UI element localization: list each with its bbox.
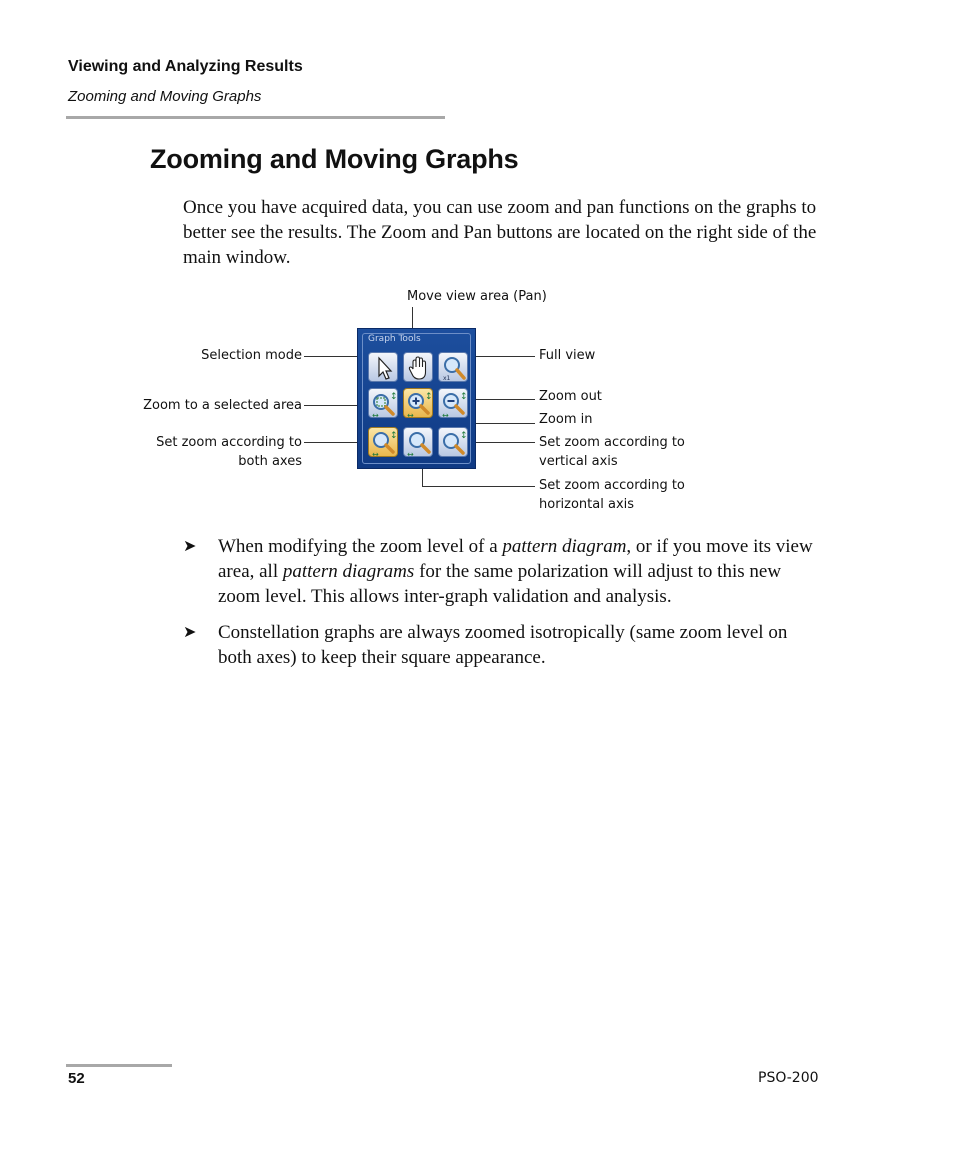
zoom-selected-area-button[interactable] — [368, 388, 398, 418]
magnifier-horizontal-icon — [404, 428, 434, 458]
zoom-in-button[interactable] — [403, 388, 433, 418]
label-vertical-axis-line2: vertical axis — [539, 454, 618, 469]
header-divider — [66, 116, 445, 119]
label-zoom-selected-area: Zoom to a selected area — [143, 398, 302, 413]
callout-line-horizontal-h — [422, 486, 535, 487]
zoom-out-button[interactable] — [438, 388, 468, 418]
chapter-heading: Viewing and Analyzing Results — [68, 58, 303, 75]
selection-mode-button[interactable] — [368, 352, 398, 382]
bullet-item-zoom-pattern — [183, 534, 823, 610]
svg-text:x1: x1 — [443, 375, 451, 382]
magnifier-plus-icon — [404, 389, 434, 419]
label-zoom-in: Zoom in — [539, 412, 593, 427]
full-view-button[interactable] — [438, 352, 468, 382]
svg-text:↕: ↕ — [460, 392, 468, 402]
bullet-text-part: for the same polarization will adjust to this new zoom level. This allows inter-graph validation and analysis. — [218, 561, 782, 607]
product-name: PSO-200 — [758, 1070, 819, 1086]
hand-pan-icon — [404, 353, 434, 383]
bullet-text — [218, 534, 823, 609]
section-subheading: Zooming and Moving Graphs — [68, 88, 262, 105]
magnifier-minus-icon — [439, 389, 469, 419]
bullet-item-constellation — [183, 620, 823, 670]
page-title: Zooming and Moving Graphs — [150, 144, 519, 174]
bullet-text — [218, 620, 823, 670]
svg-text:↔: ↔ — [372, 411, 379, 419]
label-vertical-axis-line1: Set zoom according to — [539, 435, 685, 450]
zoom-horizontal-axis-button[interactable] — [403, 427, 433, 457]
bullet-text-part: , or if you move its view area, all — [218, 536, 813, 582]
magnifier-selection-icon — [369, 389, 399, 419]
graph-tools-panel — [357, 328, 476, 469]
zoom-both-axes-button[interactable] — [368, 427, 398, 457]
magnifier-vertical-icon — [439, 428, 469, 458]
pan-button[interactable] — [403, 352, 433, 382]
svg-text:↔: ↔ — [372, 450, 379, 458]
footer-divider — [66, 1064, 172, 1067]
label-horizontal-axis-line1: Set zoom according to — [539, 478, 685, 493]
magnifier-both-axes-icon — [369, 428, 399, 458]
svg-text:↕: ↕ — [390, 392, 398, 402]
bullet-text-part: Constellation graphs are always zoomed isotropically (same zoom level on both axes) to keep their square appearance. — [218, 622, 788, 668]
svg-text:↔: ↔ — [442, 411, 449, 419]
zoom-vertical-axis-button[interactable] — [438, 427, 468, 457]
intro-paragraph: Once you have acquired data, you can use zoom and pan functions on the graphs to better see the results. The Zoom and Pan buttons are located on the right side of the main window. — [183, 197, 817, 268]
label-pan: Move view area (Pan) — [407, 289, 547, 304]
graph-tools-panel-title: Graph Tools — [368, 334, 421, 344]
svg-text:↕: ↕ — [390, 431, 398, 441]
bullet-text-part: When modifying the zoom level of a — [218, 536, 503, 557]
label-both-axes-line1: Set zoom according to — [156, 435, 302, 450]
bullet-text-part-italic: pattern diagrams — [282, 561, 415, 582]
svg-text:↔: ↔ — [407, 411, 414, 419]
bullet-text-part-italic: pattern diagram — [502, 536, 627, 557]
label-selection-mode: Selection mode — [201, 348, 302, 363]
label-full-view: Full view — [539, 348, 596, 363]
label-horizontal-axis-line2: horizontal axis — [539, 497, 635, 512]
label-zoom-out: Zoom out — [539, 389, 602, 404]
page-number: 52 — [68, 1070, 85, 1087]
svg-text:↕: ↕ — [425, 392, 433, 402]
label-both-axes-line2: both axes — [238, 454, 302, 469]
magnifier-full-view-icon — [439, 353, 469, 383]
bullet-arrow-icon: ➤ — [183, 624, 197, 641]
arrow-cursor-icon — [369, 353, 399, 383]
svg-text:↕: ↕ — [460, 431, 468, 441]
bullet-arrow-icon: ➤ — [183, 538, 197, 555]
svg-text:↔: ↔ — [407, 450, 414, 458]
